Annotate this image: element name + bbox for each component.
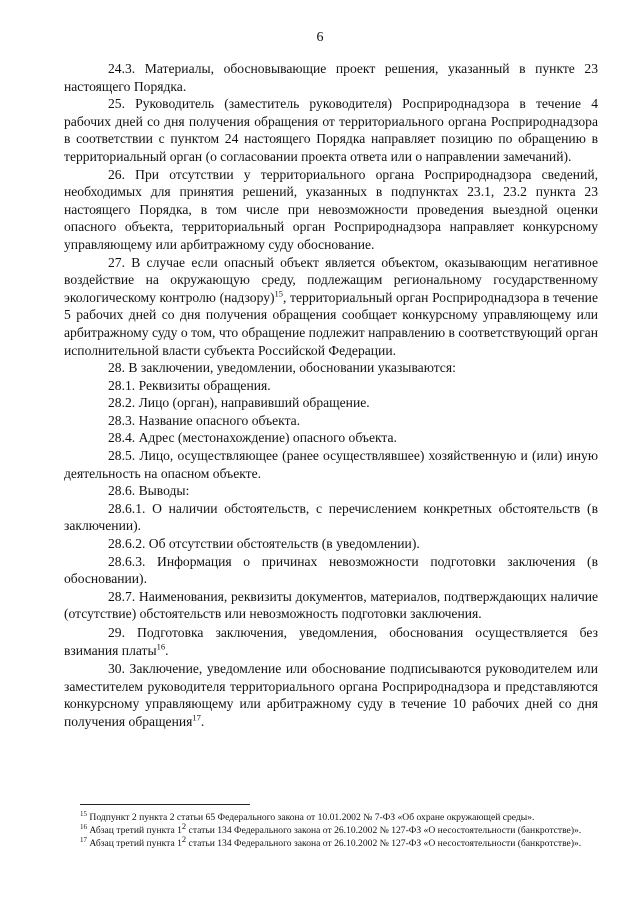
paragraph-28-4: 28.4. Адрес (местонахождение) опасного объекта. <box>108 430 397 446</box>
paragraph-28-3: 28.3. Название опасного объекта. <box>108 412 301 428</box>
footnote-ref-17: 17 <box>192 712 201 723</box>
paragraph-28-5: 28.5. Лицо, осуществляющее (ранее осуществлявшее) хозяйственную и (или) иную деятельность на опасном объекте. <box>64 448 598 481</box>
paragraph-30: 30. Заключение, уведомление или обоснование подписываются руководителем или заместителем руководителя территориального органа Росприроднадзора и представляются конкурсному управляющему или арбитражному суду в течение 10 рабочих дней со дня получения обращения$^{17}$. <box>64 661 598 729</box>
footnotes <box>80 811 598 850</box>
footnote-17: $^{17}$ Абзац третий пункта $1^2$ статьи 134 Федерального закона от 26.10.2002 № 127-ФЗ «О несостоятельности (банкротстве)». <box>80 833 582 849</box>
paragraph-28-6-2: 28.6.2. Об отсутствии обстоятельств (в уведомлении). <box>108 536 420 552</box>
document-body <box>64 60 598 731</box>
paragraph-28-6: 28.6. Выводы: <box>108 483 190 499</box>
footnote-marker: 16 <box>80 822 87 831</box>
paragraph-28-6-1: 28.6.1. О наличии обстоятельств, с перечислением конкретных обстоятельств (в заключении). <box>64 500 598 534</box>
paragraph-26: 26. При отсутствии у территориального органа Росприроднадзора сведений, необходимых для принятия решений, указанных в подпунктах 23.1, 23.2 пункта 23 настоящего Порядка, в том числе при невозможности проведения выездной оценки опасного объекта, территориальный орган Росприроднадзора направляет конкурсному управляющему или арбитражному суду обоснование. <box>64 166 598 252</box>
footnote-marker: 15 <box>80 809 87 818</box>
paragraph-25: 25. Руководитель (заместитель руководителя) Росприроднадзора в течение 4 рабочих дней со дня получения обращения от территориального органа Росприроднадзора в соответствии с пунктом 24 настоящего Порядка направляет позицию по обращению в территориальный орган (о согласовании проекта ответа или о направлении замечаний). <box>64 96 598 164</box>
footnote-ref-16: 16 <box>156 641 166 652</box>
paragraph-29: 29. Подготовка заключения, уведомления, обоснования осуществляется без взимания платы$^{16}$. <box>64 625 598 658</box>
footnote-divider <box>80 804 250 805</box>
footnote-16: $^{16}$ Абзац третий пункта $1^2$ статьи 134 Федерального закона от 26.10.2002 № 127-ФЗ «О несостоятельности (банкротстве)». <box>80 820 582 836</box>
paragraph-24-3: 24.3. Материалы, обосновывающие проект решения, указанный в пункте 23 настоящего Порядка. <box>64 61 598 94</box>
page-number: 6 <box>316 30 324 45</box>
paragraph-28-2: 28.2. Лицо (орган), направивший обращение. <box>108 395 370 411</box>
paragraph-28-6-3: 28.6.3. Информация о причинах невозможности подготовки заключения (в обосновании). <box>64 553 598 587</box>
paragraph-27: 27. В случае если опасный объект является объектом, оказывающим негативное воздействие на окружающую среду, подлежащим региональному государственному экологическому контролю (надзору)$^{15}$, территориальный орган Росприроднадзора в течение 5 рабочих дней со дня получения обращения сообщает конкурсному управляющему или арбитражному суду о том, что обращение подлежит направлению в соответствующий орган исполнительной власти субъекта Российской Федерации. <box>64 254 598 358</box>
paragraph-28-1: 28.1. Реквизиты обращения. <box>108 377 271 393</box>
paragraph-28: 28. В заключении, уведомлении, обосновании указываются: <box>108 360 456 376</box>
footnote-marker: 17 <box>80 835 87 844</box>
paragraph-28-7: 28.7. Наименования, реквизиты документов, материалов, подтверждающих наличие (отсутствие) обстоятельств или невозможность подготовки заключения. <box>64 588 598 622</box>
footnote-15: $^{15}$ Подпункт 2 пункта 2 статьи 65 Федерального закона от 10.01.2002 № 7-ФЗ «Об охране окружающей среды». <box>80 809 535 823</box>
footnote-ref-15: 15 <box>274 288 284 299</box>
